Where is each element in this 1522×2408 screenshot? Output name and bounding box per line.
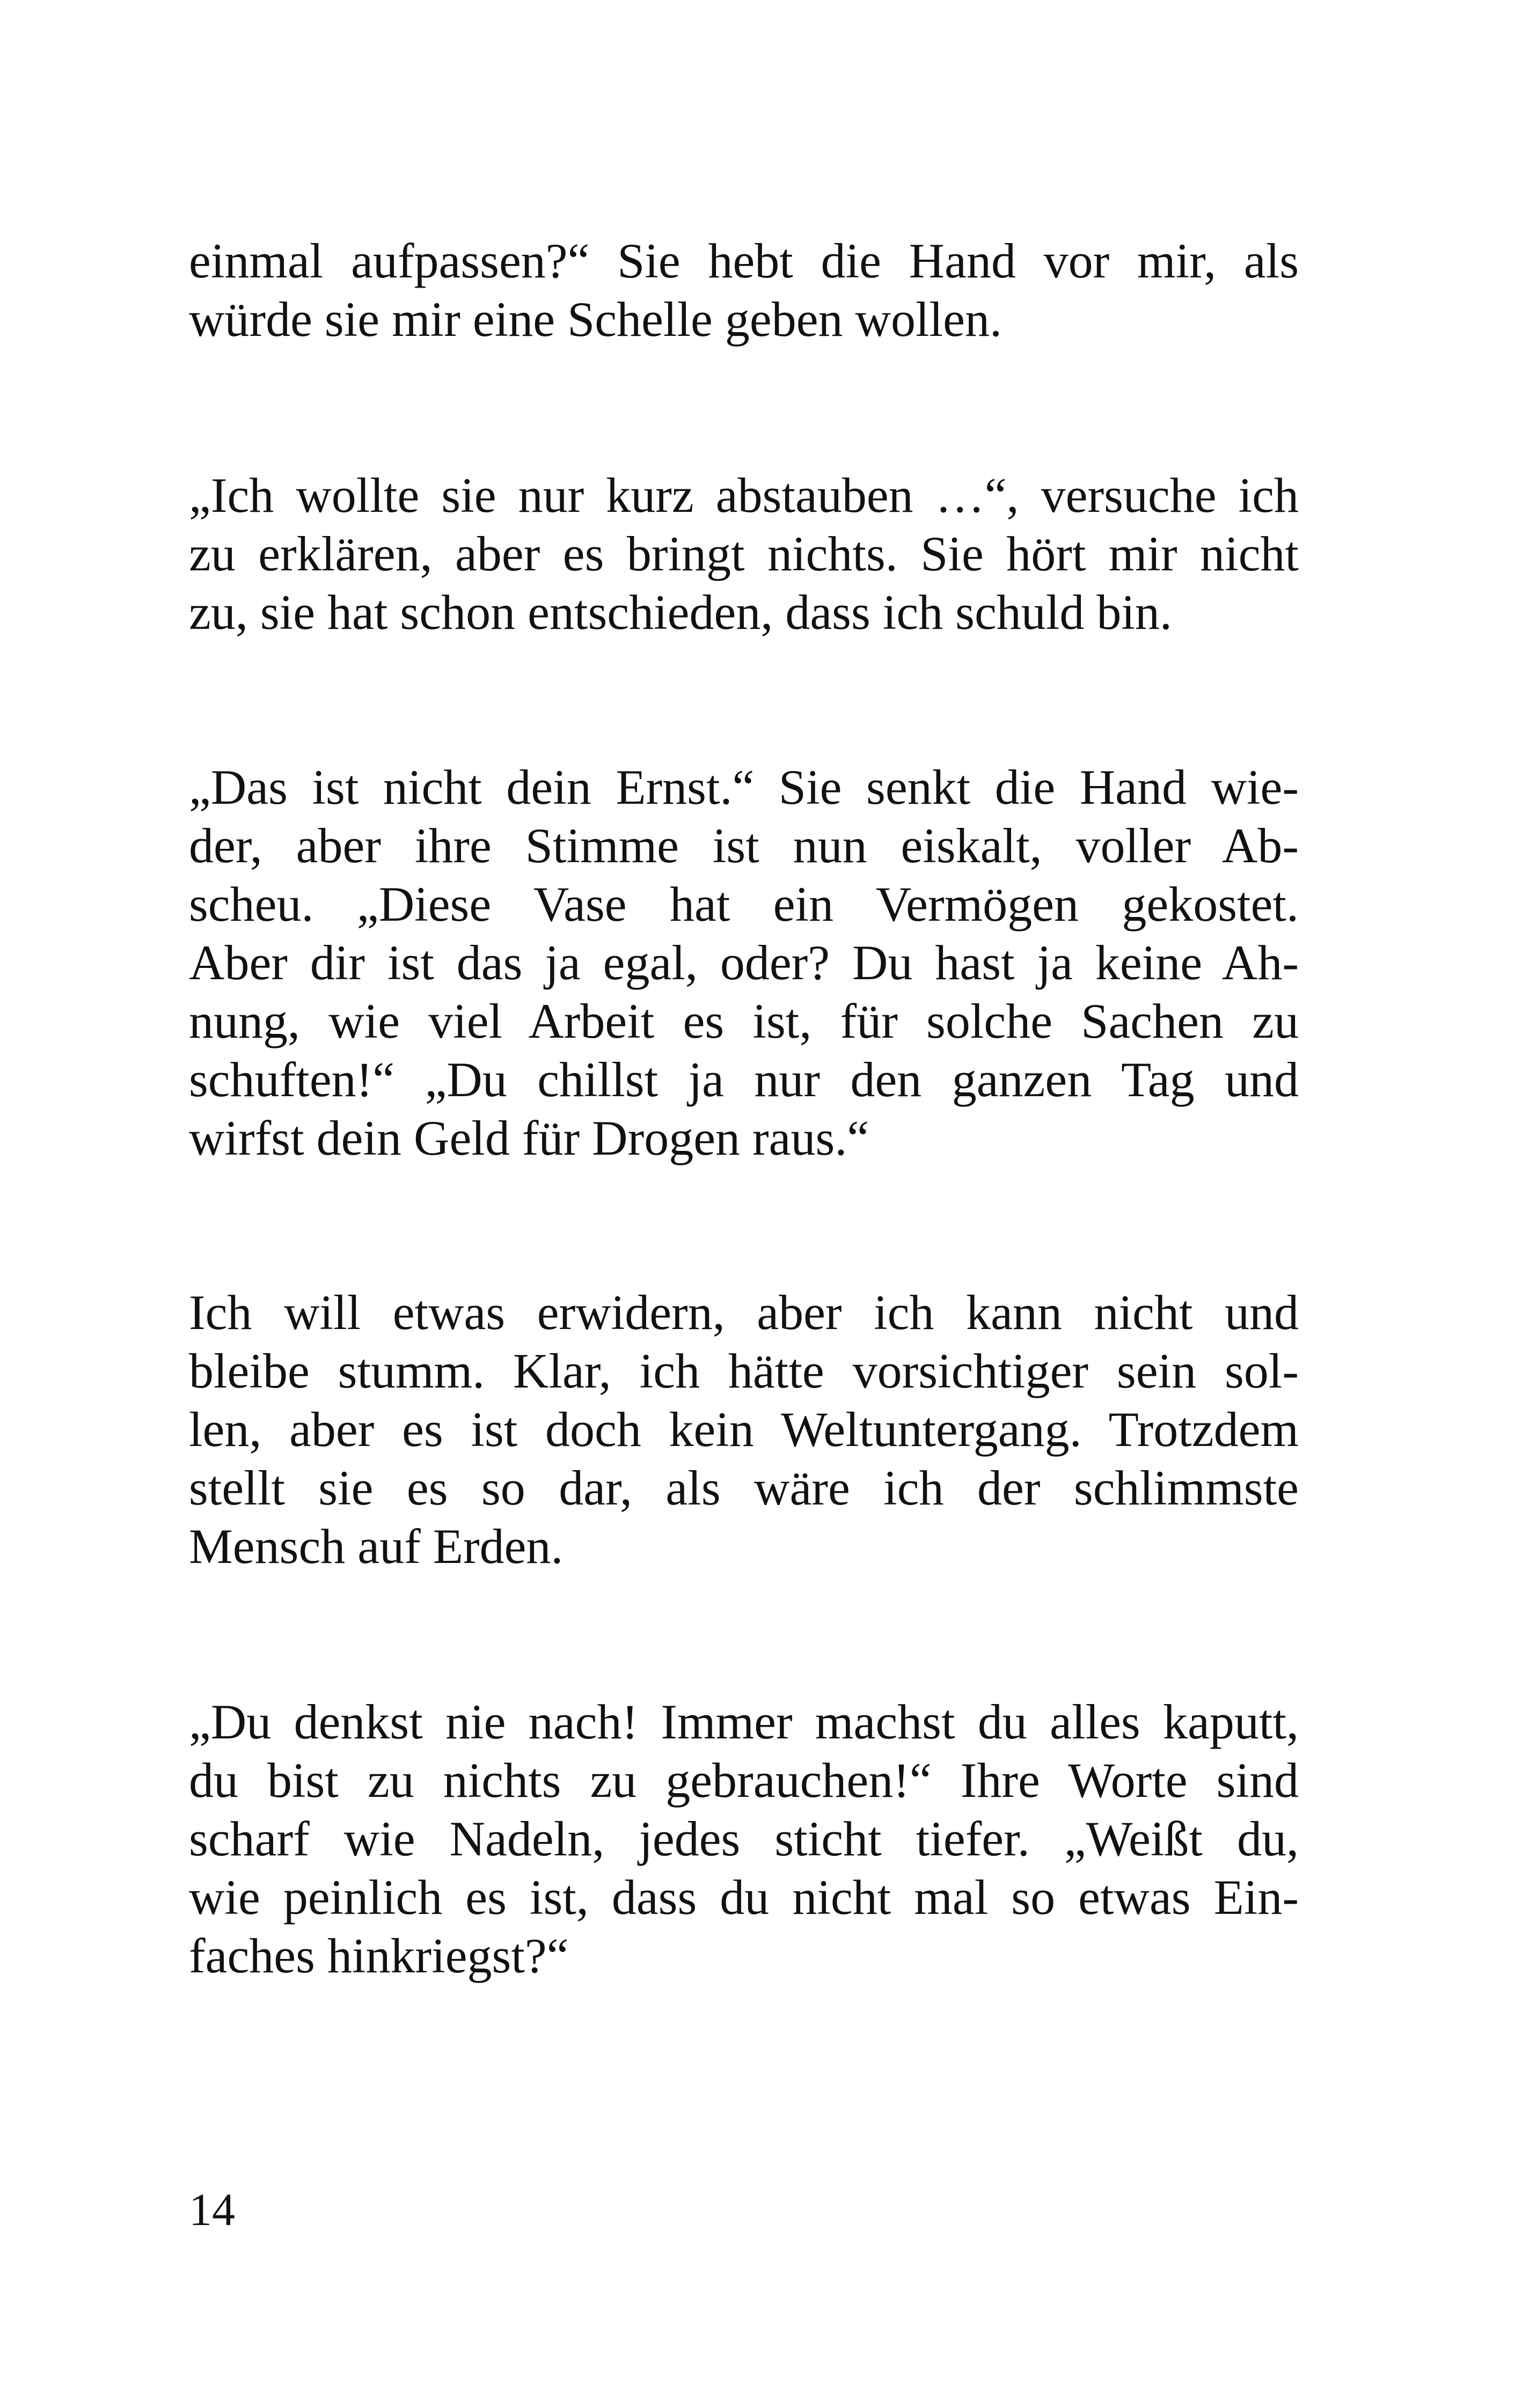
- paragraph-4: [189, 1283, 1299, 1576]
- text-line: faches hinkriegst?“: [189, 1928, 569, 1983]
- text-line: stellt sie es so dar, als wäre ich der schlimmste: [189, 1460, 1299, 1515]
- text-line: wirfst dein Geld für Drogen raus.“: [189, 1111, 869, 1165]
- text-line: der, aber ihre Stimme ist nun eiskalt, voller Ab-: [189, 818, 1299, 873]
- page-number: 14: [189, 2184, 235, 2235]
- text-line: Ich will etwas erwidern, aber ich kann nicht und: [189, 1285, 1299, 1340]
- text-line: scheu. „Diese Vase hat ein Vermögen gekostet.: [189, 877, 1299, 931]
- paragraph-3: [189, 758, 1299, 1168]
- text-line: einmal aufpassen?“ Sie hebt die Hand vor mir, als: [189, 233, 1299, 288]
- text-line: bleibe stumm. Klar, ich hätte vorsichtiger sein sol-: [189, 1344, 1299, 1398]
- text-line: wie peinlich es ist, dass du nicht mal so etwas Ein-: [189, 1870, 1299, 1925]
- text-line: Mensch auf Erden.: [189, 1519, 564, 1574]
- paragraph-5: [189, 1693, 1299, 1985]
- text-line: Aber dir ist das ja egal, oder? Du hast ja keine Ah-: [189, 935, 1299, 990]
- text-line: len, aber es ist doch kein Weltuntergang. Trotzdem: [189, 1402, 1299, 1457]
- text-line: schuften!“ „Du chillst ja nur den ganzen Tag und: [189, 1052, 1299, 1107]
- text-line: du bist zu nichts zu gebrauchen!“ Ihre Worte sind: [189, 1753, 1299, 1808]
- text-line: „Du denkst nie nach! Immer machst du alles kaputt,: [189, 1694, 1299, 1749]
- text-line: scharf wie Nadeln, jedes sticht tiefer. „Weißt du,: [189, 1811, 1299, 1866]
- text-line: „Das ist nicht dein Ernst.“ Sie senkt die Hand wie-: [189, 760, 1299, 814]
- text-line: nung, wie viel Arbeit es ist, für solche Sachen zu: [189, 994, 1299, 1048]
- text-line: zu, sie hat schon entschieden, dass ich schuld bin.: [189, 585, 1172, 640]
- text-line: „Ich wollte sie nur kurz abstauben …“, versuche ich: [189, 468, 1299, 523]
- paragraph-2: [189, 466, 1299, 642]
- text-line: zu erklären, aber es bringt nichts. Sie hört mir nicht: [189, 526, 1299, 581]
- paragraph-1: [189, 232, 1299, 349]
- text-line: würde sie mir eine Schelle geben wollen.: [189, 292, 1002, 347]
